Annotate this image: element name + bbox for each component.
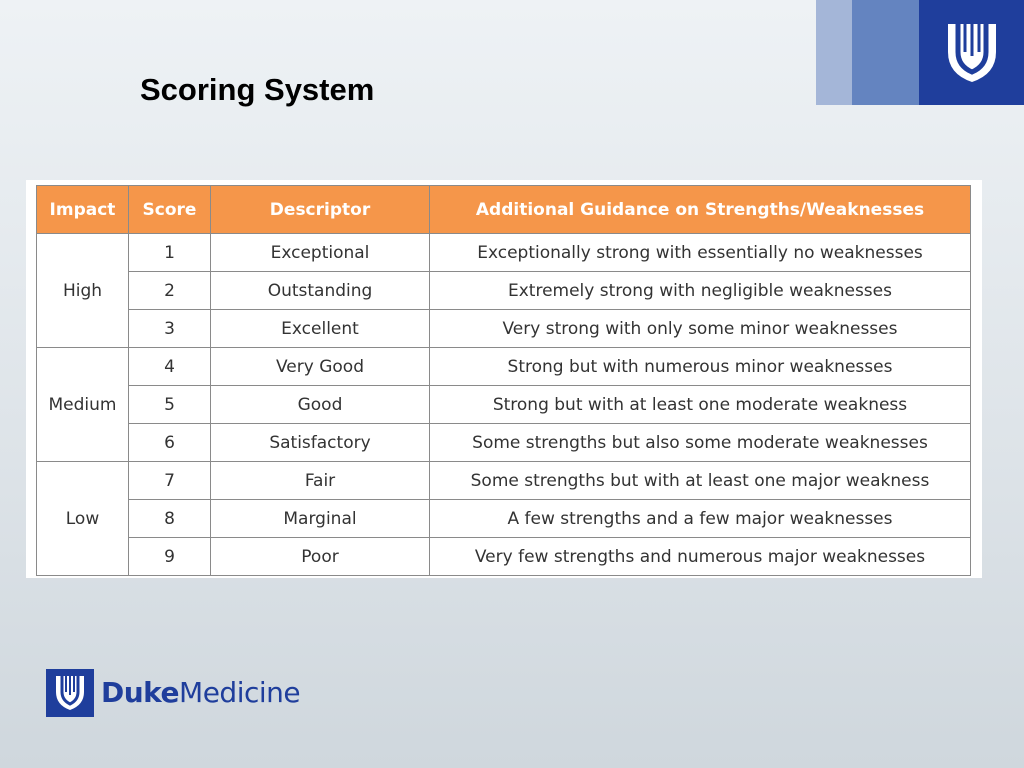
slide-title: Scoring System — [140, 72, 375, 107]
descriptor-cell: Satisfactory — [211, 424, 430, 462]
wordmark-medicine: Medicine — [179, 676, 301, 709]
score-cell: 8 — [129, 500, 211, 538]
score-cell: 7 — [129, 462, 211, 500]
guidance-cell: Strong but with at least one moderate weakness — [430, 386, 971, 424]
guidance-cell: Extremely strong with negligible weaknesses — [430, 272, 971, 310]
table-row — [37, 234, 971, 272]
header-score: Score — [129, 186, 211, 234]
header-descriptor: Descriptor — [211, 186, 430, 234]
guidance-cell: Some strengths but with at least one major weakness — [430, 462, 971, 500]
score-cell: 6 — [129, 424, 211, 462]
score-cell: 4 — [129, 348, 211, 386]
table-header-row — [37, 186, 971, 234]
table-row — [37, 310, 971, 348]
guidance-cell: Very strong with only some minor weaknesses — [430, 310, 971, 348]
impact-cell: High — [37, 234, 129, 348]
score-cell: 2 — [129, 272, 211, 310]
guidance-cell: Strong but with numerous minor weaknesses — [430, 348, 971, 386]
wordmark-duke: Duke — [101, 676, 180, 709]
score-cell: 1 — [129, 234, 211, 272]
table-row — [37, 386, 971, 424]
guidance-cell: Very few strengths and numerous major weaknesses — [430, 538, 971, 576]
duke-shield-icon — [944, 22, 1000, 84]
scoring-table — [36, 185, 971, 576]
table-row — [37, 424, 971, 462]
descriptor-cell: Exceptional — [211, 234, 430, 272]
impact-cell: Low — [37, 462, 129, 576]
table-row — [37, 538, 971, 576]
score-cell: 5 — [129, 386, 211, 424]
header-stripe-light — [816, 0, 852, 105]
descriptor-cell: Excellent — [211, 310, 430, 348]
descriptor-cell: Fair — [211, 462, 430, 500]
descriptor-cell: Good — [211, 386, 430, 424]
descriptor-cell: Outstanding — [211, 272, 430, 310]
duke-medicine-wordmark — [101, 676, 300, 709]
descriptor-cell: Marginal — [211, 500, 430, 538]
score-cell: 9 — [129, 538, 211, 576]
score-cell: 3 — [129, 310, 211, 348]
header-guidance: Additional Guidance on Strengths/Weaknesses — [430, 186, 971, 234]
table-row — [37, 272, 971, 310]
table-row — [37, 348, 971, 386]
table-frame — [26, 180, 982, 578]
guidance-cell: Exceptionally strong with essentially no weaknesses — [430, 234, 971, 272]
duke-medicine-logo-mark — [46, 669, 94, 717]
guidance-cell: Some strengths but also some moderate weaknesses — [430, 424, 971, 462]
descriptor-cell: Poor — [211, 538, 430, 576]
guidance-cell: A few strengths and a few major weaknesses — [430, 500, 971, 538]
impact-cell: Medium — [37, 348, 129, 462]
duke-shield-icon — [54, 675, 86, 711]
table-row — [37, 462, 971, 500]
table-row — [37, 500, 971, 538]
header-impact: Impact — [37, 186, 129, 234]
descriptor-cell: Very Good — [211, 348, 430, 386]
header-stripe-medium — [852, 0, 919, 105]
